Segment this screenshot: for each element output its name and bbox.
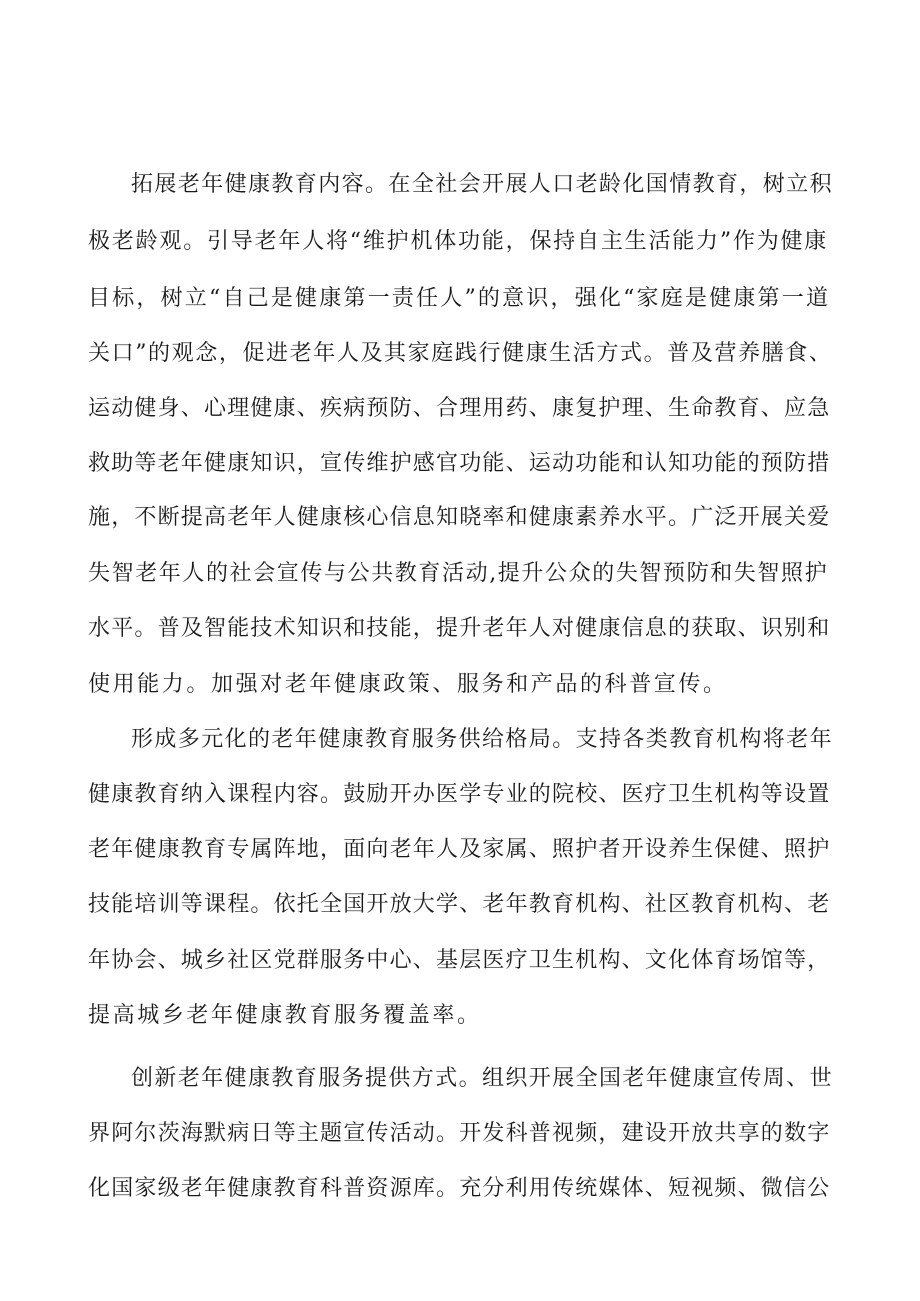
paragraph-line: 失智老年人的社会宣传与公共教育活动,提升公众的失智预防和失智照护 <box>88 561 829 586</box>
paragraph-line: 救助等老年健康知识，宣传维护感官功能、运动功能和认知功能的预防措 <box>88 451 831 476</box>
paragraph-line: 创新老年健康教育服务提供方式。组织开展全国老年健康宣传周、世 <box>131 1066 834 1091</box>
paragraph-line: 化国家级老年健康教育科普资源库。充分利用传统媒体、短视频、微信公 <box>88 1176 831 1201</box>
paragraph-line: 拓展老年健康教育内容。在全社会开展人口老龄化国情教育，树立积 <box>131 172 834 197</box>
paragraph-line: 关口”的观念，促进老年人及其家庭践行健康生活方式。普及营养膳食、 <box>88 341 833 366</box>
paragraph-line: 老年健康教育专属阵地，面向老年人及家属、照护者开设养生保健、照护 <box>88 837 831 862</box>
paragraph-line: 界阿尔茨海默病日等主题宣传活动。开发科普视频，建设开放共享的数字 <box>88 1121 831 1146</box>
paragraph-line: 健康教育纳入课程内容。鼓励开办医学专业的院校、医疗卫生机构等设置 <box>88 782 831 807</box>
paragraph-line: 极老龄观。引导老年人将“维护机体功能，保持自主生活能力”作为健康 <box>88 229 829 254</box>
paragraph-line: 提高城乡老年健康教育服务覆盖率。 <box>88 1003 482 1028</box>
paragraph-line: 年协会、城乡社区党群服务中心、基层医疗卫生机构、文化体育场馆等， <box>88 948 831 973</box>
paragraph-line: 水平。普及智能技术知识和技能，提升老年人对健康信息的获取、识别和 <box>88 616 831 641</box>
paragraph-line: 形成多元化的老年健康教育服务供给格局。支持各类教育机构将老年 <box>131 727 834 752</box>
paragraph-line: 运动健身、心理健康、疾病预防、合理用药、康复护理、生命教育、应急 <box>88 396 831 421</box>
paragraph-line: 使用能力。加强对老年健康政策、服务和产品的科普宣传。 <box>88 672 728 697</box>
paragraph-line: 目标，树立“自己是健康第一责任人”的意识，强化“家庭是健康第一道 <box>88 286 831 311</box>
paragraph-line: 施，不断提高老年人健康核心信息知晓率和健康素养水平。广泛开展关爱 <box>88 505 831 530</box>
paragraph-line: 技能培训等课程。依托全国开放大学、老年教育机构、社区教育机构、老 <box>88 892 831 917</box>
